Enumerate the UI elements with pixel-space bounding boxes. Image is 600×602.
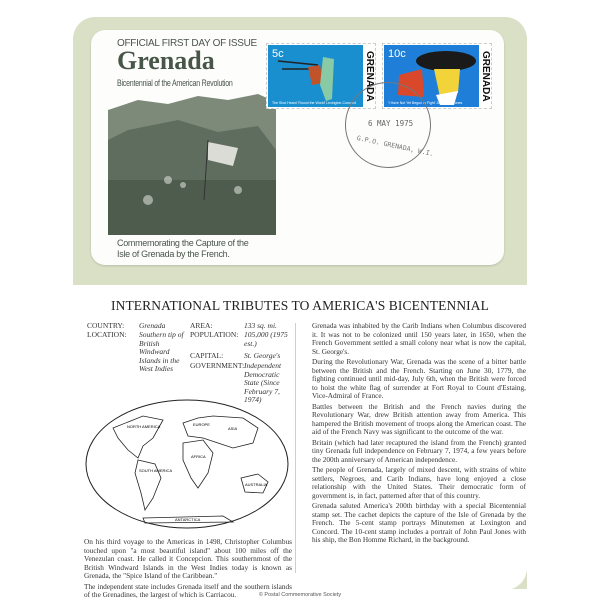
cachet-caption [117,238,248,260]
map-label-antarctica: ANTARCTICA [175,517,201,522]
map-label-north-america: NORTH AMERICA [127,424,161,429]
stamp-value: 5c [272,48,284,60]
country-label: COUNTRY: [87,321,125,330]
paragraph: The people of Grenada, largely of mixed descent, with strains of white settlers, Negroes, and Carib Indians, have long enjoyed a close relationship with the United States. Their democratic form of government is, in fact, patterned after that of this country. [312,465,526,500]
cachet-header [117,38,273,91]
first-day-label: OFFICIAL FIRST DAY OF ISSUE [117,38,257,49]
area-value: 133 sq. mi. [244,321,277,330]
paragraph: On his third voyage to the Americas in 1498, Christopher Columbus touched upon "a most beautiful island" about 100 miles off the Venezulan coast. He called it Concepcion. This southernmost of the British Windward Islands in the West Indies today is known as Grenada, the "Spice Island of the Caribbean." [84,537,292,580]
cachet-subtitle: Bicentennial of the American Revolution [117,78,233,89]
country-value: Grenada [139,321,166,330]
map-label-asia: ASIA [228,426,238,431]
caption-line: Commemorating the Capture of the [117,238,249,248]
area-label: AREA: [190,321,213,330]
stamp-art-minutemen [268,45,363,107]
stamp-caption: The Shot Heard 'Round the World' Lexington-Concord [272,101,356,105]
government-value: Independent Democratic State (Since February 7, 1974) [244,361,282,405]
postmark-place: G.P.O. GRENADA, W.I. [356,133,435,159]
capital-value: St. George's [244,351,281,360]
right-text [312,322,526,547]
caption-line: Isle of Grenada by the French. [117,249,230,259]
population-label: POPULATION: [190,330,239,339]
sheet-title: INTERNATIONAL TRIBUTES TO AMERICA'S BICENTENNIAL [111,298,489,313]
paragraph: Grenada saluted America's 200th birthday with a special Bicentennial stamp set. The cachet depicts the capture of the Isle of Grenada by the French. The 5-cent stamp portrays Minutemen at Lexington and Concord. The 10-cent stamp includes a portrait of John Paul Jones with his ship, the Bon Homme Richard, in the background. [312,501,526,544]
world-map [83,398,291,535]
paragraph: During the Revolutionary War, Grenada was the scene of a bitter battle between the British and the French. Starting on June 30, 1779, the fighting continued until mid-day, July 6th, when the British were forced to hoist the white flag of surrender at Fort Royal to Count d'Estaing, Vice-Admiral of France. [312,357,526,400]
location-value: Southern tip of British Windward Islands in the West Indies [139,330,184,374]
paragraph: Britain (which had later recaptured the island from the French) granted tiny Grenada full independence on February 7, 1974, a few years before the 200th anniversary of American independence. [312,437,526,464]
cachet-country: Grenada [117,46,215,75]
location-label: LOCATION: [87,330,127,339]
paragraph: Grenada was inhabited by the Carib Indians when Columbus discovered it. It was not to be colonized until 150 years later, in 1650, when the French Government settled a small colony near what is now the capital, St. George's. [312,321,526,356]
copyright: © Postal Commemorative Society [258,592,342,598]
map-label-australia: AUSTRALIA [245,482,268,487]
column-divider [295,323,296,573]
stamp-country: GRENADA [364,50,375,102]
map-label-africa: AFRICA [191,454,206,459]
capital-label: CAPITAL: [190,351,224,360]
government-label: GOVERNMENT: [190,361,245,370]
engraving-illustration [108,90,276,235]
map-label-europe: EUROPE [193,422,210,427]
paragraph: The independent state includes Grenada itself and the southern islands of the Grenadines, the largest of which is Carriacou. [84,581,292,599]
stamp-value: 10c [388,48,406,60]
map-label-south-america: SOUTH AMERICA [139,468,173,473]
population-value: 105,000 (1975 est.) [244,330,288,348]
postmark-date: 6 MAY 1975 [368,119,414,128]
stamp-caption: 'I Have Not Yet Begun to Fight' John Paul Jones [388,101,463,105]
stamp-country: GRENADA [480,50,491,102]
paragraph: Battles between the British and the French navies during the Revolutionary War, drew British attention away from America. This hampered the British movement of troops along the American coast. The aid of the French Navy was significant to the outcome of the war. [312,401,526,436]
